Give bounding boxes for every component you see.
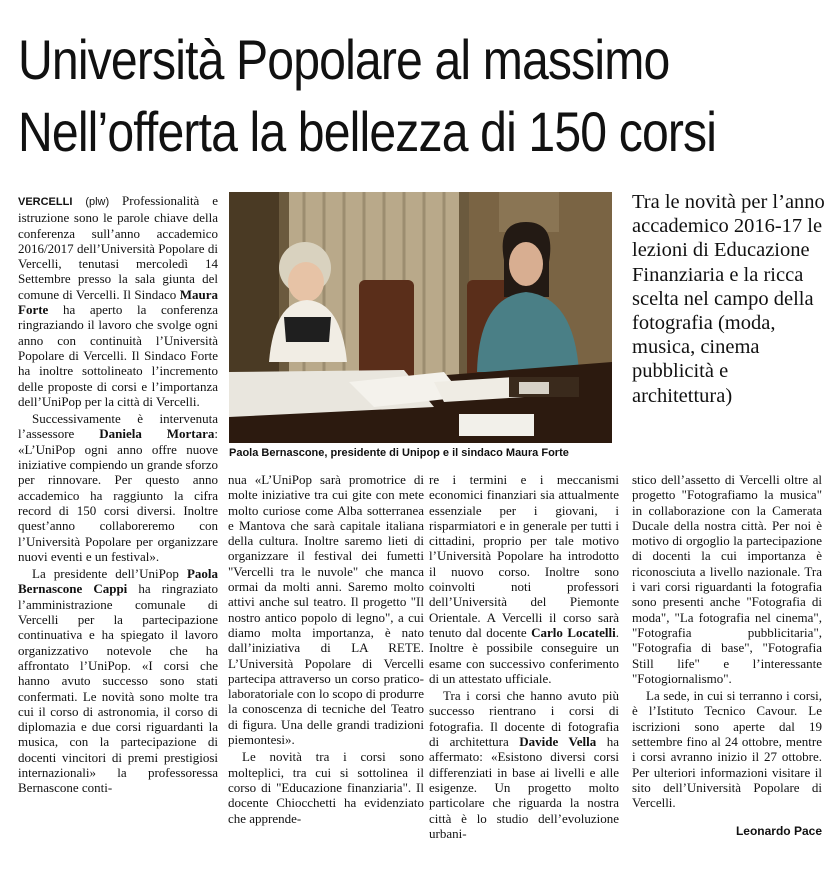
text: Successivamente è intervenuta l’assessore	[18, 411, 218, 442]
article-column-1	[18, 193, 218, 798]
paragraph: stico dell’assetto di Vercelli oltre al progetto "Fotografiamo la musica" in collaborazione con la Camerata Ducale della nostra città. Per noi è motivo di orgoglio la partecipazione di docenti la cui importanza è riconosciuta a livello nazionale. Tra i vari corsi riguardanti la fotografia sono presenti anche "Fotografia di moda", "La fotografia nel cinema", "Fotografia pubblicitaria", "Fotografia di base", "Fotografia Still life" e l’interessante "Fotogiornalismo".	[632, 472, 822, 686]
pull-quote: Tra le novità per l’anno accademico 2016-17 le lezioni di Educazione Finanziaria e la ricca scelta nel campo della fotografia (moda, musica, cinema pubblicità e architettura)	[632, 191, 825, 407]
paragraph: La sede, in cui si terranno i corsi, è l’Istituto Tecnico Cavour. Le iscrizioni sono aperte dal 19 settembre fino al 24 ottobre, mentre i corsi avranno inizio il 27 ottobre. Per ulteriori informazioni visitare il sito dell’Università Popolare di Vercelli.	[632, 688, 822, 811]
photo-caption: Paola Bernascone, presidente di Unipop e il sindaco Maura Forte	[229, 447, 569, 459]
article-photo	[229, 192, 612, 443]
paragraph: Le novità tra i corsi sono molteplici, tra cui si sottolinea il corso di "Educazione finanziaria". Il docente Chiocchetti ha evidenziato che apprende-	[228, 749, 424, 826]
paragraph: nua «L’UniPop sarà promotrice di molte iniziative tra cui gite con mete molto curiose come Alba sotterranea e Mantova che sarà capitale italiana della cultura. Inoltre saremo lieti di organizzare il festival dei fumetti "Vercelli tra le nuvole" che manca ormai da molti anni. Saremo molto attivi anche sul teatro. Il progetto "Il nostro antico popolo di legno", a cui diamo molta importanza, è nato dall’iniziativa di LA RETE. L’Università Popolare di Vercelli partecipa attraverso un corso pratico-laboratoriale con lo scopo di produrre la conoscenza di tecniche del Teatro di figura. Una delle grandi tradizioni piemontesi».	[228, 472, 425, 748]
text: ha aperto la conferenza ringraziando il lavoro che svolge ogni anno con continuità l’Università Popolare di Vercelli. Il Sindaco Forte ha inoltre sottolineato l’incremento delle proposte di corsi e l’importanza dell’UniPop per la città di Vercelli.	[18, 302, 218, 409]
person-name: Paola Bernascone Cappi	[18, 566, 218, 597]
paragraph	[18, 566, 218, 795]
text: re i termini e i meccanismi economici finanziari sia attualmente essenziale per i giovani, i risparmiatori e in generale per tutti i cittadini, proprio per tale motivo l’Università Popolare ha introdotto il nuovo corso. Inoltre sono coinvolti noti professori dell’Università del Piemonte Orientale. A Vercelli il corso sarà tenuto dal docente	[429, 472, 619, 640]
person-name: Daniela Mortara	[99, 426, 215, 442]
paragraph	[18, 193, 218, 409]
text: Tra i corsi che hanno avuto più successo rientrano i corsi di fotografia. Il docente di fotografia di architettura	[429, 688, 619, 750]
article-column-4	[632, 472, 822, 813]
text: La presidente dell’UniPop	[32, 566, 187, 582]
text: ha ringraziato l’amministrazione comunale di Vercelli per la partecipazione continuativa e ha spiegato il lavoro organizzativo notevole che ha affrontato l’UniPop. «I corsi che hanno avuto successo sono stati confermati. Le novità sono molte tra cui il corso di astronomia, il corso di diplomazia e due corsi riguardanti la musica, con la partecipazione di docenti vincitori di premi prestigiosi internazionali» la professoressa Bernascone conti-	[18, 581, 218, 796]
author-signature: Leonardo Pace	[735, 824, 822, 838]
person-name: Carlo Locatelli	[531, 624, 616, 640]
byline-source: (plw)	[85, 196, 110, 208]
text: . Inoltre è possibile conseguire un esame con successivo conferimento di un attestato ufficiale.	[429, 624, 619, 686]
article-column-3	[429, 472, 619, 843]
person-name: Davide Vella	[519, 734, 597, 750]
person-name: Maura Forte	[18, 286, 218, 318]
text: Professionalità e istruzione sono le parole chiave della conferenza sull’anno accademico 2016/2017 dell’Università Popolare di Vercelli, tenutasi mercoledì 14 Settembre presso la sala giunta del comune di Vercelli. Il Sindaco	[18, 193, 218, 302]
headline-line-2: Nell’offerta la bellezza di 150 corsi	[18, 100, 717, 163]
article-column-2	[228, 472, 424, 828]
text: : «L’UniPop ogni anno offre nuove iniziative compiendo un grande sforzo per rinnovare. Per questo anno accademico ha raggiunto la cifra record di 150 corsi diversi. Inoltre quest’anno collaboreremo con l’Università Popolare per organizzare nuovi eventi e un festival».	[18, 426, 218, 564]
text: ha affermato: «Esistono diversi corsi differenziati in base ai livelli e alle esigenze. Un progetto molto particolare che riguarda la nostra città è lo studio dell’evoluzione urbani-	[429, 734, 619, 841]
dateline-kicker: VERCELLI	[18, 196, 73, 208]
headline-line-1: Università Popolare al massimo	[18, 28, 670, 91]
paragraph	[18, 411, 218, 564]
paragraph	[429, 472, 619, 686]
photo-illustration	[229, 192, 612, 443]
paragraph	[429, 688, 619, 841]
